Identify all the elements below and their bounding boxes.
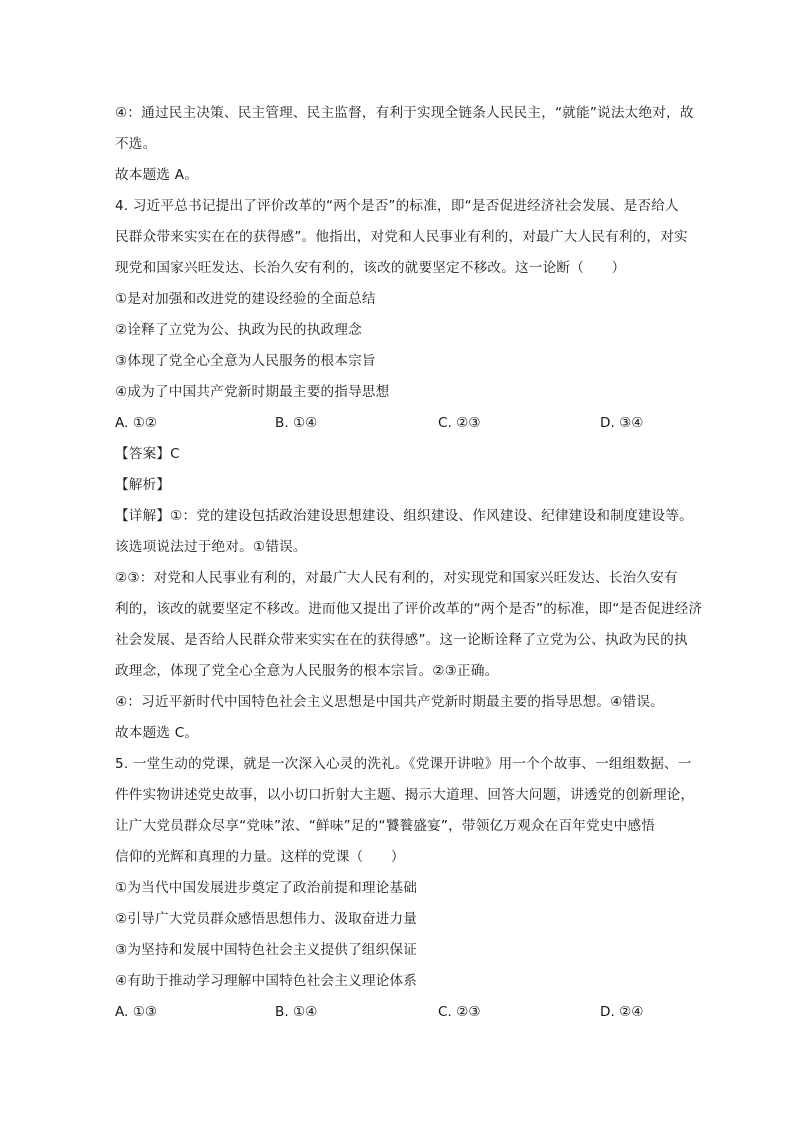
option-d: D. ②④ — [600, 1004, 644, 1020]
analysis-heading: 【解析】 — [115, 477, 171, 493]
statement-item: ③体现了党全心全意为人民服务的根本宗旨 — [115, 353, 376, 369]
question-stem-line: 信仰的光辉和真理的力量。这样的党课（ ） — [115, 849, 405, 865]
option-a: A. ①③ — [115, 1004, 158, 1020]
question-stem-line: 件件实物讲述党史故事，以小切口折射大主题、揭示大道理、回答大问题，讲透党的创新理论， — [115, 787, 695, 803]
detail-line: 政理念，体现了党全心全意为人民服务的根本宗旨。②③正确。 — [115, 663, 499, 679]
question-4 — [115, 191, 715, 749]
question-stem-line: 现党和国家兴旺发达、长治久安有利的，该改的就要坚定不移改。这一论断（ ） — [115, 260, 626, 276]
conclusion-line: 故本题选 A。 — [115, 167, 198, 183]
answer-line: 【答案】C — [115, 446, 180, 462]
option-b: B. ①④ — [275, 415, 318, 431]
page-content — [115, 98, 715, 1028]
statement-item: ①是对加强和改进党的建设经验的全面总结 — [115, 291, 376, 307]
option-b: B. ①④ — [275, 1004, 318, 1020]
question-stem-line: 让广大党员群众尽享“党味”浓、“鲜味”足的“饕餮盛宴”，带领亿万观众在百年党史中感悟 — [115, 818, 656, 834]
detail-line: 该选项说法过于绝对。①错误。 — [115, 539, 307, 555]
conclusion-line: 故本题选 C。 — [115, 725, 199, 741]
answer-options — [115, 997, 715, 1028]
question-stem-line: 5. 一堂生动的党课，就是一次深入心灵的洗礼。《党课开讲啦》用一个个故事、一组组数据、一 — [115, 756, 692, 772]
question-stem-line: 4. 习近平总书记提出了评价改革的“两个是否”的标准，即“是否促进经济社会发展、是否给人 — [115, 198, 679, 214]
text-line: ④：通过民主决策、民主管理、民主监督，有利于实现全链条人民民主，“就能”说法太绝对，故 — [115, 105, 694, 121]
option-c: C. ②③ — [438, 1004, 481, 1020]
statement-item: ④有助于推动学习理解中国特色社会主义理论体系 — [115, 973, 418, 989]
statement-item: ③为坚持和发展中国特色社会主义提供了组织保证 — [115, 942, 418, 958]
option-a: A. ①② — [115, 415, 158, 431]
text-line: 不选。 — [115, 136, 157, 152]
detail-line: ②③：对党和人民事业有利的，对最广大人民有利的，对实现党和国家兴旺发达、长治久安有 — [115, 570, 678, 586]
detail-line: 【详解】①：党的建设包括政治建设思想建设、组织建设、作风建设、纪律建设和制度建设等。 — [115, 508, 693, 524]
statement-item: ①为当代中国发展进步奠定了政治前提和理论基础 — [115, 880, 418, 896]
question-stem-line: 民群众带来实实在在的获得感”。他指出，对党和人民事业有利的，对最广大人民有利的，对实 — [115, 229, 688, 245]
q3-explanation-tail — [115, 98, 715, 191]
answer-options — [115, 408, 715, 439]
statement-item: ②引导广大党员群众感悟思想伟力、汲取奋进力量 — [115, 911, 418, 927]
question-5 — [115, 749, 715, 1028]
option-c: C. ②③ — [438, 415, 481, 431]
option-d: D. ③④ — [600, 415, 644, 431]
statement-item: ④成为了中国共产党新时期最主要的指导思想 — [115, 384, 390, 400]
detail-line: ④：习近平新时代中国特色社会主义思想是中国共产党新时期最主要的指导思想。④错误。 — [115, 694, 664, 710]
detail-line: 社会发展、是否给人民群众带来实实在在的获得感”。这一论断诠释了立党为公、执政为民的执 — [115, 632, 688, 648]
detail-explanation — [115, 501, 715, 749]
statement-item: ②诠释了立党为公、执政为民的执政理念 — [115, 322, 362, 338]
detail-line: 利的，该改的就要坚定不移改。进而他又提出了评价改革的“两个是否”的标准，即“是否促进经济 — [115, 601, 703, 617]
